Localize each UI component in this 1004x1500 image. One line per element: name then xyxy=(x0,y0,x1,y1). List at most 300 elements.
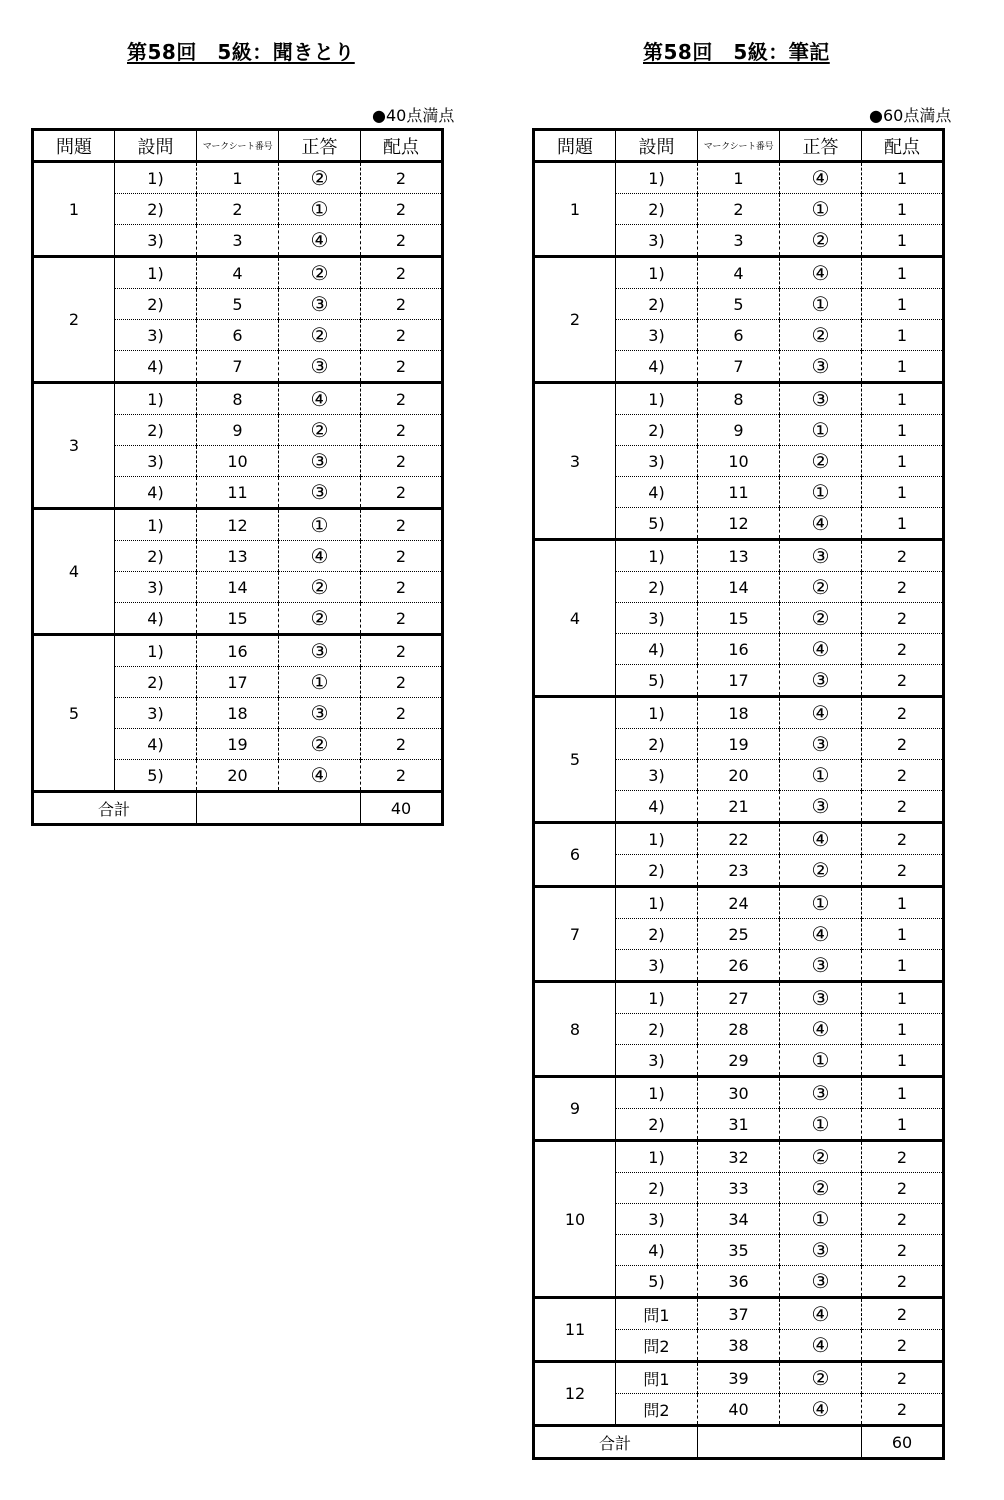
correct-answer-cell: ① xyxy=(279,194,361,225)
correct-answer-cell: ③ xyxy=(780,982,862,1014)
correct-answer-cell: ② xyxy=(780,1173,862,1204)
question-cell: 1) xyxy=(616,887,698,919)
question-cell: 3) xyxy=(115,225,197,257)
question-cell: 2) xyxy=(115,415,197,446)
problem-number-cell: 4 xyxy=(33,509,115,635)
question-cell: 3) xyxy=(616,446,698,477)
question-cell: 3) xyxy=(616,225,698,257)
points-cell: 2 xyxy=(862,1235,944,1266)
header-correct-answer: 正答 xyxy=(780,130,862,162)
correct-answer-cell: ② xyxy=(780,225,862,257)
question-cell: 1) xyxy=(616,257,698,289)
correct-answer-cell: ④ xyxy=(279,383,361,415)
table-row xyxy=(534,1141,944,1173)
question-cell: 4) xyxy=(115,729,197,760)
correct-answer-cell: ④ xyxy=(780,1330,862,1362)
mark-sheet-number-cell: 5 xyxy=(698,289,780,320)
points-cell: 1 xyxy=(862,1045,944,1077)
correct-answer-cell: ② xyxy=(780,855,862,887)
points-cell: 2 xyxy=(862,697,944,729)
mark-sheet-number-cell: 20 xyxy=(197,760,279,792)
header-mark-sheet-number: マークシート番号 xyxy=(197,130,279,162)
points-cell: 2 xyxy=(361,572,443,603)
points-cell: 2 xyxy=(361,667,443,698)
problem-number-cell: 4 xyxy=(534,540,616,697)
points-cell: 2 xyxy=(862,1173,944,1204)
question-cell: 5) xyxy=(616,1266,698,1298)
question-cell: 3) xyxy=(115,320,197,351)
correct-answer-cell: ② xyxy=(780,1141,862,1173)
points-cell: 2 xyxy=(361,760,443,792)
question-cell: 2) xyxy=(616,729,698,760)
correct-answer-cell: ① xyxy=(780,887,862,919)
correct-answer-cell: ③ xyxy=(279,635,361,667)
total-row xyxy=(534,1426,944,1459)
question-cell: 1) xyxy=(616,1077,698,1109)
question-cell: 2) xyxy=(616,415,698,446)
total-value: 40 xyxy=(361,792,443,825)
question-cell: 3) xyxy=(616,760,698,791)
table-row xyxy=(33,257,443,289)
mark-sheet-number-cell: 9 xyxy=(197,415,279,446)
correct-answer-cell: ③ xyxy=(780,1077,862,1109)
points-cell: 2 xyxy=(361,351,443,383)
points-cell: 2 xyxy=(361,729,443,760)
mark-sheet-number-cell: 39 xyxy=(698,1362,780,1394)
mark-sheet-number-cell: 25 xyxy=(698,919,780,950)
header-problem: 問題 xyxy=(534,130,616,162)
points-cell: 2 xyxy=(361,320,443,351)
question-cell: 3) xyxy=(616,603,698,634)
table-row xyxy=(534,1077,944,1109)
problem-number-cell: 3 xyxy=(534,383,616,540)
problem-number-cell: 2 xyxy=(534,257,616,383)
correct-answer-cell: ④ xyxy=(279,760,361,792)
points-cell: 2 xyxy=(361,289,443,320)
question-cell: 4) xyxy=(616,791,698,823)
correct-answer-cell: ③ xyxy=(780,950,862,982)
question-cell: 4) xyxy=(115,351,197,383)
mark-sheet-number-cell: 15 xyxy=(698,603,780,634)
problem-number-cell: 10 xyxy=(534,1141,616,1298)
question-cell: 1) xyxy=(115,635,197,667)
points-cell: 2 xyxy=(361,603,443,635)
question-cell: 4) xyxy=(616,1235,698,1266)
mark-sheet-number-cell: 6 xyxy=(698,320,780,351)
points-cell: 2 xyxy=(361,541,443,572)
mark-sheet-number-cell: 37 xyxy=(698,1298,780,1330)
points-cell: 2 xyxy=(361,225,443,257)
table-row xyxy=(534,982,944,1014)
points-cell: 2 xyxy=(361,415,443,446)
points-cell: 1 xyxy=(862,477,944,508)
mark-sheet-number-cell: 30 xyxy=(698,1077,780,1109)
correct-answer-cell: ① xyxy=(780,1045,862,1077)
points-cell: 1 xyxy=(862,320,944,351)
mark-sheet-number-cell: 16 xyxy=(698,634,780,665)
mark-sheet-number-cell: 24 xyxy=(698,887,780,919)
total-row xyxy=(33,792,443,825)
correct-answer-cell: ④ xyxy=(780,162,862,194)
question-cell: 5) xyxy=(616,665,698,697)
problem-number-cell: 12 xyxy=(534,1362,616,1426)
table-row xyxy=(534,383,944,415)
question-cell: 4) xyxy=(115,603,197,635)
table-row xyxy=(33,383,443,415)
correct-answer-cell: ③ xyxy=(279,446,361,477)
correct-answer-cell: ② xyxy=(279,257,361,289)
points-cell: 1 xyxy=(862,919,944,950)
question-cell: 3) xyxy=(616,1204,698,1235)
points-cell: 2 xyxy=(862,1298,944,1330)
mark-sheet-number-cell: 1 xyxy=(197,162,279,194)
correct-answer-cell: ② xyxy=(780,572,862,603)
mark-sheet-number-cell: 8 xyxy=(197,383,279,415)
correct-answer-cell: ③ xyxy=(780,383,862,415)
mark-sheet-number-cell: 2 xyxy=(197,194,279,225)
points-cell: 2 xyxy=(862,1362,944,1394)
correct-answer-cell: ④ xyxy=(780,1014,862,1045)
listening-full-mark: ●40点満点 xyxy=(372,106,455,125)
question-cell: 2) xyxy=(115,667,197,698)
problem-number-cell: 1 xyxy=(33,162,115,257)
mark-sheet-number-cell: 35 xyxy=(698,1235,780,1266)
question-cell: 2) xyxy=(115,194,197,225)
problem-number-cell: 3 xyxy=(33,383,115,509)
mark-sheet-number-cell: 7 xyxy=(197,351,279,383)
question-cell: 問2 xyxy=(616,1330,698,1362)
correct-answer-cell: ④ xyxy=(279,225,361,257)
mark-sheet-number-cell: 11 xyxy=(698,477,780,508)
header-correct-answer: 正答 xyxy=(279,130,361,162)
correct-answer-cell: ④ xyxy=(780,1298,862,1330)
correct-answer-cell: ② xyxy=(279,415,361,446)
question-cell: 5) xyxy=(616,508,698,540)
correct-answer-cell: ④ xyxy=(780,823,862,855)
header-points: 配点 xyxy=(862,130,944,162)
question-cell: 3) xyxy=(115,572,197,603)
points-cell: 1 xyxy=(862,257,944,289)
mark-sheet-number-cell: 18 xyxy=(698,697,780,729)
points-cell: 1 xyxy=(862,225,944,257)
correct-answer-cell: ② xyxy=(780,446,862,477)
mark-sheet-number-cell: 22 xyxy=(698,823,780,855)
problem-number-cell: 5 xyxy=(534,697,616,823)
question-cell: 3) xyxy=(616,320,698,351)
points-cell: 2 xyxy=(862,1330,944,1362)
mark-sheet-number-cell: 1 xyxy=(698,162,780,194)
points-cell: 2 xyxy=(862,791,944,823)
correct-answer-cell: ④ xyxy=(780,257,862,289)
correct-answer-cell: ③ xyxy=(279,289,361,320)
question-cell: 4) xyxy=(115,477,197,509)
mark-sheet-number-cell: 10 xyxy=(698,446,780,477)
mark-sheet-number-cell: 40 xyxy=(698,1394,780,1426)
mark-sheet-number-cell: 21 xyxy=(698,791,780,823)
points-cell: 2 xyxy=(361,509,443,541)
problem-number-cell: 6 xyxy=(534,823,616,887)
header-row xyxy=(534,130,944,162)
question-cell: 2) xyxy=(616,194,698,225)
correct-answer-cell: ③ xyxy=(780,791,862,823)
correct-answer-cell: ③ xyxy=(780,351,862,383)
mark-sheet-number-cell: 3 xyxy=(698,225,780,257)
correct-answer-cell: ① xyxy=(780,1204,862,1235)
listening-title: 第58回 5級：聞きとり xyxy=(127,40,355,64)
question-cell: 2) xyxy=(616,855,698,887)
mark-sheet-number-cell: 26 xyxy=(698,950,780,982)
table-row xyxy=(534,823,944,855)
table-row xyxy=(534,1362,944,1394)
correct-answer-cell: ① xyxy=(780,289,862,320)
question-cell: 1) xyxy=(115,257,197,289)
points-cell: 1 xyxy=(862,383,944,415)
mark-sheet-number-cell: 14 xyxy=(197,572,279,603)
total-empty-cell xyxy=(197,792,361,825)
mark-sheet-number-cell: 20 xyxy=(698,760,780,791)
problem-number-cell: 11 xyxy=(534,1298,616,1362)
mark-sheet-number-cell: 23 xyxy=(698,855,780,887)
correct-answer-cell: ① xyxy=(780,477,862,508)
correct-answer-cell: ② xyxy=(780,320,862,351)
problem-number-cell: 9 xyxy=(534,1077,616,1141)
question-cell: 1) xyxy=(616,982,698,1014)
points-cell: 2 xyxy=(361,698,443,729)
points-cell: 1 xyxy=(862,289,944,320)
mark-sheet-number-cell: 14 xyxy=(698,572,780,603)
mark-sheet-number-cell: 10 xyxy=(197,446,279,477)
points-cell: 1 xyxy=(862,1109,944,1141)
correct-answer-cell: ② xyxy=(279,320,361,351)
problem-number-cell: 8 xyxy=(534,982,616,1077)
correct-answer-cell: ② xyxy=(279,603,361,635)
correct-answer-cell: ② xyxy=(279,572,361,603)
total-label: 合計 xyxy=(98,799,131,819)
correct-answer-cell: ③ xyxy=(279,477,361,509)
correct-answer-cell: ① xyxy=(780,760,862,791)
mark-sheet-number-cell: 7 xyxy=(698,351,780,383)
points-cell: 2 xyxy=(862,572,944,603)
mark-sheet-number-cell: 12 xyxy=(698,508,780,540)
points-cell: 2 xyxy=(361,446,443,477)
points-cell: 2 xyxy=(862,1141,944,1173)
question-cell: 2) xyxy=(616,1014,698,1045)
mark-sheet-number-cell: 5 xyxy=(197,289,279,320)
mark-sheet-number-cell: 13 xyxy=(197,541,279,572)
points-cell: 2 xyxy=(361,383,443,415)
correct-answer-cell: ④ xyxy=(780,508,862,540)
header-points: 配点 xyxy=(361,130,443,162)
correct-answer-cell: ③ xyxy=(780,1235,862,1266)
mark-sheet-number-cell: 6 xyxy=(197,320,279,351)
mark-sheet-number-cell: 34 xyxy=(698,1204,780,1235)
points-cell: 2 xyxy=(361,635,443,667)
question-cell: 2) xyxy=(616,1109,698,1141)
points-cell: 2 xyxy=(862,1204,944,1235)
table-row xyxy=(534,697,944,729)
mark-sheet-number-cell: 17 xyxy=(698,665,780,697)
mark-sheet-number-cell: 15 xyxy=(197,603,279,635)
correct-answer-cell: ③ xyxy=(279,698,361,729)
mark-sheet-number-cell: 33 xyxy=(698,1173,780,1204)
table-row xyxy=(33,509,443,541)
points-cell: 2 xyxy=(862,823,944,855)
correct-answer-cell: ① xyxy=(780,415,862,446)
question-cell: 4) xyxy=(616,351,698,383)
question-cell: 2) xyxy=(616,1173,698,1204)
question-cell: 1) xyxy=(115,509,197,541)
points-cell: 2 xyxy=(862,665,944,697)
table-row xyxy=(534,887,944,919)
mark-sheet-number-cell: 18 xyxy=(197,698,279,729)
question-cell: 1) xyxy=(616,162,698,194)
points-cell: 1 xyxy=(862,887,944,919)
header-question: 設問 xyxy=(115,130,197,162)
question-cell: 3) xyxy=(616,950,698,982)
question-cell: 1) xyxy=(616,823,698,855)
points-cell: 2 xyxy=(862,540,944,572)
mark-sheet-number-cell: 4 xyxy=(197,257,279,289)
question-cell: 1) xyxy=(616,697,698,729)
correct-answer-cell: ② xyxy=(780,603,862,634)
points-cell: 1 xyxy=(862,950,944,982)
points-cell: 2 xyxy=(862,1394,944,1426)
points-cell: 1 xyxy=(862,446,944,477)
header-mark-sheet-number: マークシート番号 xyxy=(698,130,780,162)
correct-answer-cell: ③ xyxy=(780,540,862,572)
question-cell: 2) xyxy=(115,289,197,320)
points-cell: 1 xyxy=(862,1077,944,1109)
question-cell: 3) xyxy=(115,698,197,729)
mark-sheet-number-cell: 38 xyxy=(698,1330,780,1362)
points-cell: 2 xyxy=(361,257,443,289)
mark-sheet-number-cell: 31 xyxy=(698,1109,780,1141)
writing-answer-table xyxy=(532,128,945,1460)
total-value: 60 xyxy=(862,1426,944,1459)
mark-sheet-number-cell: 11 xyxy=(197,477,279,509)
mark-sheet-number-cell: 29 xyxy=(698,1045,780,1077)
points-cell: 2 xyxy=(361,162,443,194)
mark-sheet-number-cell: 9 xyxy=(698,415,780,446)
points-cell: 1 xyxy=(862,982,944,1014)
question-cell: 2) xyxy=(616,289,698,320)
question-cell: 2) xyxy=(616,572,698,603)
question-cell: 1) xyxy=(616,1141,698,1173)
header-problem: 問題 xyxy=(33,130,115,162)
question-cell: 3) xyxy=(616,1045,698,1077)
correct-answer-cell: ③ xyxy=(780,729,862,760)
problem-number-cell: 1 xyxy=(534,162,616,257)
question-cell: 問2 xyxy=(616,1394,698,1426)
mark-sheet-number-cell: 36 xyxy=(698,1266,780,1298)
table-row xyxy=(534,257,944,289)
total-empty-cell xyxy=(698,1426,862,1459)
correct-answer-cell: ③ xyxy=(279,351,361,383)
correct-answer-cell: ① xyxy=(279,667,361,698)
points-cell: 2 xyxy=(862,855,944,887)
question-cell: 5) xyxy=(115,760,197,792)
listening-answer-table xyxy=(31,128,444,826)
total-label: 合計 xyxy=(599,1433,632,1453)
mark-sheet-number-cell: 3 xyxy=(197,225,279,257)
writing-full-mark: ●60点満点 xyxy=(869,106,952,125)
question-cell: 1) xyxy=(115,162,197,194)
header-question: 設問 xyxy=(616,130,698,162)
table-row xyxy=(534,540,944,572)
correct-answer-cell: ④ xyxy=(780,919,862,950)
problem-number-cell: 7 xyxy=(534,887,616,982)
correct-answer-cell: ④ xyxy=(780,697,862,729)
question-cell: 3) xyxy=(115,446,197,477)
correct-answer-cell: ③ xyxy=(780,1266,862,1298)
correct-answer-cell: ③ xyxy=(780,665,862,697)
question-cell: 問1 xyxy=(616,1298,698,1330)
question-cell: 2) xyxy=(115,541,197,572)
correct-answer-cell: ② xyxy=(279,162,361,194)
question-cell: 1) xyxy=(616,540,698,572)
mark-sheet-number-cell: 8 xyxy=(698,383,780,415)
correct-answer-cell: ② xyxy=(279,729,361,760)
mark-sheet-number-cell: 27 xyxy=(698,982,780,1014)
question-cell: 2) xyxy=(616,919,698,950)
mark-sheet-number-cell: 19 xyxy=(698,729,780,760)
problem-number-cell: 2 xyxy=(33,257,115,383)
correct-answer-cell: ④ xyxy=(279,541,361,572)
correct-answer-cell: ① xyxy=(780,194,862,225)
problem-number-cell: 5 xyxy=(33,635,115,792)
points-cell: 2 xyxy=(862,603,944,634)
points-cell: 2 xyxy=(862,760,944,791)
table-row xyxy=(33,162,443,194)
writing-title: 第58回 5級：筆記 xyxy=(643,40,830,64)
mark-sheet-number-cell: 4 xyxy=(698,257,780,289)
points-cell: 1 xyxy=(862,1014,944,1045)
points-cell: 2 xyxy=(862,1266,944,1298)
mark-sheet-number-cell: 17 xyxy=(197,667,279,698)
points-cell: 1 xyxy=(862,508,944,540)
correct-answer-cell: ④ xyxy=(780,634,862,665)
points-cell: 2 xyxy=(361,477,443,509)
correct-answer-cell: ② xyxy=(780,1362,862,1394)
header-row xyxy=(33,130,443,162)
points-cell: 1 xyxy=(862,351,944,383)
question-cell: 1) xyxy=(616,383,698,415)
correct-answer-cell: ④ xyxy=(780,1394,862,1426)
mark-sheet-number-cell: 12 xyxy=(197,509,279,541)
mark-sheet-number-cell: 32 xyxy=(698,1141,780,1173)
mark-sheet-number-cell: 16 xyxy=(197,635,279,667)
mark-sheet-number-cell: 2 xyxy=(698,194,780,225)
question-cell: 1) xyxy=(115,383,197,415)
mark-sheet-number-cell: 28 xyxy=(698,1014,780,1045)
question-cell: 4) xyxy=(616,477,698,508)
mark-sheet-number-cell: 19 xyxy=(197,729,279,760)
points-cell: 1 xyxy=(862,415,944,446)
table-row xyxy=(534,162,944,194)
correct-answer-cell: ① xyxy=(780,1109,862,1141)
question-cell: 問1 xyxy=(616,1362,698,1394)
correct-answer-cell: ① xyxy=(279,509,361,541)
table-row xyxy=(33,635,443,667)
points-cell: 2 xyxy=(361,194,443,225)
table-row xyxy=(534,1298,944,1330)
points-cell: 1 xyxy=(862,194,944,225)
points-cell: 2 xyxy=(862,729,944,760)
points-cell: 1 xyxy=(862,162,944,194)
mark-sheet-number-cell: 13 xyxy=(698,540,780,572)
points-cell: 2 xyxy=(862,634,944,665)
question-cell: 4) xyxy=(616,634,698,665)
